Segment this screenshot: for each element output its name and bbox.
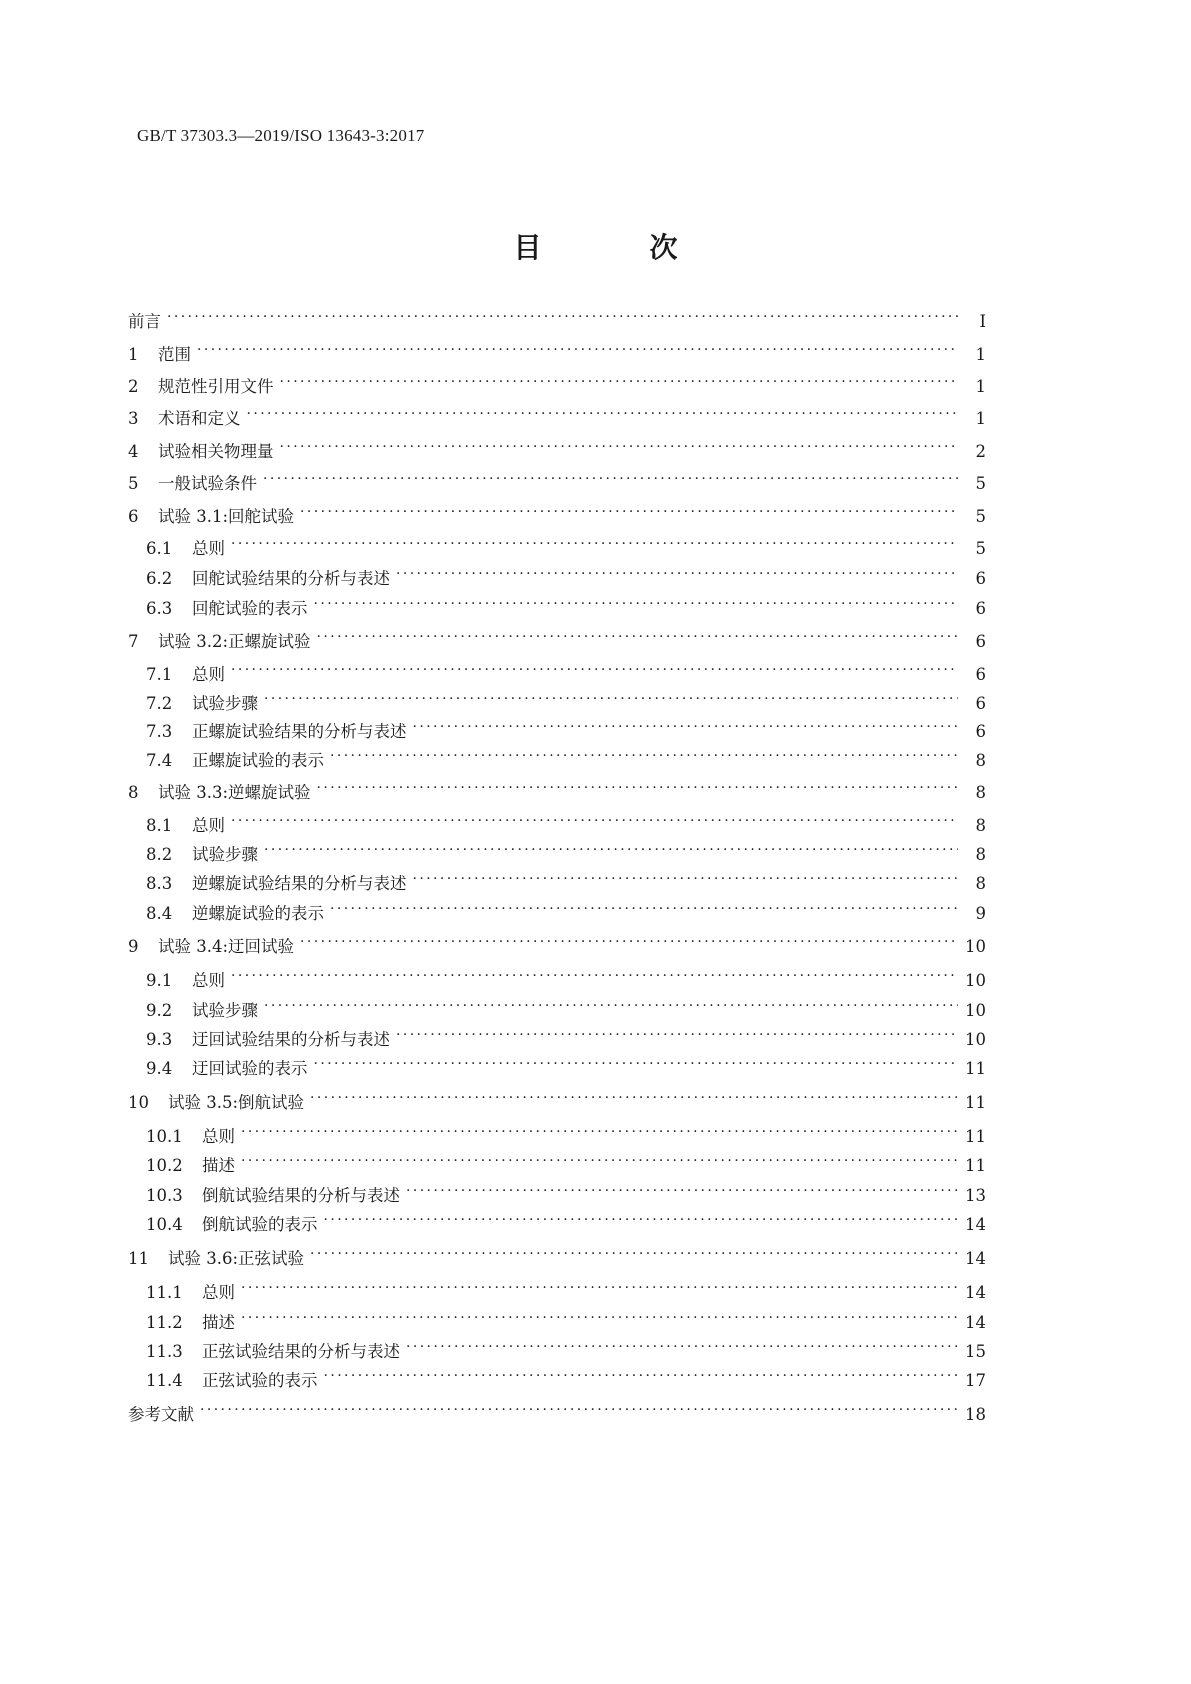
toc-entry-page-number: 1 xyxy=(975,409,986,428)
dot-leader xyxy=(310,1248,958,1265)
toc-entry[interactable] xyxy=(146,1211,986,1237)
toc-entry-page-number: Ⅰ xyxy=(979,312,986,331)
toc-entry[interactable] xyxy=(146,1123,986,1149)
toc-entry-number: 3 xyxy=(128,409,139,428)
toc-entry-number: 6.3 xyxy=(146,599,173,618)
dot-leader xyxy=(413,721,959,738)
toc-entry[interactable] xyxy=(146,535,986,561)
toc-entry-label: 倒航试验的表示 xyxy=(202,1215,318,1234)
toc-entry-page-number: 11 xyxy=(965,1127,986,1146)
toc-entry-label: 正螺旋试验的表示 xyxy=(192,751,324,770)
toc-entry-page-number: 14 xyxy=(965,1313,986,1332)
toc-entry-page-number: 8 xyxy=(975,783,986,802)
toc-entry[interactable] xyxy=(146,1279,986,1305)
toc-entry-label: 迂回试验结果的分析与表述 xyxy=(192,1030,390,1049)
dot-leader xyxy=(200,1404,958,1421)
toc-entry-page-number: 8 xyxy=(975,751,986,770)
toc-entry-page-number: 10 xyxy=(965,971,986,990)
toc-entry-number: 11.4 xyxy=(146,1371,183,1390)
toc-entry-label: 试验步骤 xyxy=(192,845,258,864)
toc-entry-label: 正弦试验的表示 xyxy=(202,1371,318,1390)
toc-entry-page-number: 18 xyxy=(965,1405,986,1424)
toc-entry-number: 7.4 xyxy=(146,751,173,770)
toc-entry-label: 范围 xyxy=(158,345,191,364)
toc-entry-number: 7.1 xyxy=(146,665,173,684)
page-title: 目 次 xyxy=(513,231,718,264)
toc-entry-label: 正螺旋试验结果的分析与表述 xyxy=(192,722,407,741)
toc-entry-label: 试验步骤 xyxy=(192,1001,258,1020)
dot-leader xyxy=(314,1058,959,1075)
toc-entry-label: 试验 3.2:正螺旋试验 xyxy=(158,632,311,651)
toc-entry-page-number: 5 xyxy=(975,474,986,493)
toc-entry-label: 正弦试验结果的分析与表述 xyxy=(202,1342,400,1361)
toc-entry-page-number: 10 xyxy=(965,1001,986,1020)
dot-leader xyxy=(280,441,959,458)
toc-entry[interactable] xyxy=(128,470,986,496)
toc-entry-page-number: 11 xyxy=(965,1156,986,1175)
toc-entry-number: 6.1 xyxy=(146,539,173,558)
dot-leader xyxy=(324,1370,959,1387)
toc-entry-label: 试验相关物理量 xyxy=(158,442,274,461)
toc-entry-number: 9.2 xyxy=(146,1001,173,1020)
toc-entry[interactable] xyxy=(128,1401,986,1427)
toc-entry-page-number: 17 xyxy=(965,1371,986,1390)
toc-entry-page-number: 8 xyxy=(975,874,986,893)
toc-entry-label: 试验 3.5:倒航试验 xyxy=(168,1093,305,1112)
toc-entry-page-number: 8 xyxy=(975,845,986,864)
dot-leader xyxy=(231,664,958,681)
toc-entry-number: 6 xyxy=(128,507,139,526)
toc-entry[interactable] xyxy=(146,900,986,926)
toc-entry-label: 总则 xyxy=(192,539,225,558)
dot-leader xyxy=(396,568,958,585)
toc-entry-label: 描述 xyxy=(202,1156,235,1175)
toc-entry-label: 术语和定义 xyxy=(158,409,241,428)
toc-entry-page-number: 13 xyxy=(965,1186,986,1205)
toc-entry-label: 描述 xyxy=(202,1313,235,1332)
toc-entry-number: 11.1 xyxy=(146,1283,183,1302)
dot-leader xyxy=(264,1000,958,1017)
toc-entry-label: 前言 xyxy=(128,312,161,331)
toc-entry-number: 9.3 xyxy=(146,1030,173,1049)
toc-entry-label: 参考文献 xyxy=(128,1405,194,1424)
dot-leader xyxy=(231,815,958,832)
toc-entry-page-number: 8 xyxy=(975,816,986,835)
toc-entry-page-number: 11 xyxy=(965,1093,986,1112)
toc-entry-page-number: 1 xyxy=(975,345,986,364)
toc-entry-number: 5 xyxy=(128,474,139,493)
toc-entry[interactable] xyxy=(128,1245,986,1271)
toc-entry-page-number: 6 xyxy=(975,665,986,684)
toc-entry-label: 试验 3.3:逆螺旋试验 xyxy=(158,783,311,802)
dot-leader xyxy=(314,598,959,615)
toc-entry[interactable] xyxy=(146,841,986,867)
toc-entry[interactable] xyxy=(128,628,986,654)
dot-leader xyxy=(231,538,958,555)
toc-entry-label: 迂回试验的表示 xyxy=(192,1059,308,1078)
dot-leader xyxy=(406,1341,958,1358)
dot-leader xyxy=(324,1214,959,1231)
toc-entry[interactable] xyxy=(146,565,986,591)
dot-leader xyxy=(330,750,958,767)
toc-entry[interactable] xyxy=(128,779,986,805)
toc-entry-page-number: 1 xyxy=(975,377,986,396)
dot-leader xyxy=(300,506,958,523)
toc-entry-page-number: 10 xyxy=(965,1030,986,1049)
toc-entry[interactable] xyxy=(146,1152,986,1178)
toc-entry-number: 10.2 xyxy=(146,1156,183,1175)
dot-leader xyxy=(310,1092,958,1109)
toc-entry-label: 回舵试验结果的分析与表述 xyxy=(192,569,390,588)
toc-entry[interactable] xyxy=(146,967,986,993)
toc-entry[interactable] xyxy=(146,747,986,773)
toc-entry-page-number: 14 xyxy=(965,1283,986,1302)
dot-leader xyxy=(396,1029,958,1046)
toc-entry-number: 1 xyxy=(128,345,139,364)
toc-entry-page-number: 6 xyxy=(975,694,986,713)
dot-leader xyxy=(406,1185,958,1202)
toc-entry-number: 10 xyxy=(128,1093,149,1112)
toc-entry[interactable] xyxy=(146,690,986,716)
toc-entry-page-number: 14 xyxy=(965,1215,986,1234)
dot-leader xyxy=(241,1312,958,1329)
toc-entry-label: 总则 xyxy=(202,1283,235,1302)
toc-entry-number: 8.4 xyxy=(146,904,173,923)
toc-entry-label: 倒航试验结果的分析与表述 xyxy=(202,1186,400,1205)
toc-entry[interactable] xyxy=(146,1055,986,1081)
toc-entry[interactable] xyxy=(128,373,986,399)
toc-entry[interactable] xyxy=(128,503,986,529)
toc-entry-page-number: 5 xyxy=(975,507,986,526)
toc-entry-number: 10.3 xyxy=(146,1186,183,1205)
toc-entry[interactable] xyxy=(128,1089,986,1115)
toc-entry-number: 8.3 xyxy=(146,874,173,893)
toc-entry-label: 总则 xyxy=(202,1127,235,1146)
toc-entry-number: 4 xyxy=(128,442,139,461)
dot-leader xyxy=(413,873,959,890)
dot-leader xyxy=(241,1282,958,1299)
toc-entry-label: 回舵试验的表示 xyxy=(192,599,308,618)
toc-entry[interactable] xyxy=(146,718,986,744)
dot-leader xyxy=(247,408,959,425)
toc-entry-page-number: 11 xyxy=(965,1059,986,1078)
toc-entry-page-number: 2 xyxy=(975,442,986,461)
dot-leader xyxy=(241,1126,958,1143)
toc-entry-number: 8 xyxy=(128,783,139,802)
dot-leader xyxy=(280,376,959,393)
toc-entry-number: 10.4 xyxy=(146,1215,183,1234)
toc-entry[interactable] xyxy=(146,997,986,1023)
toc-entry-label: 试验 3.4:迂回试验 xyxy=(158,937,295,956)
dot-leader xyxy=(241,1155,958,1172)
toc-entry[interactable] xyxy=(146,1182,986,1208)
toc-entry-number: 10.1 xyxy=(146,1127,183,1146)
dot-leader xyxy=(300,936,958,953)
toc-entry-number: 9.1 xyxy=(146,971,173,990)
toc-entry-number: 6.2 xyxy=(146,569,173,588)
toc-entry[interactable] xyxy=(146,595,986,621)
toc-entry-number: 11.2 xyxy=(146,1313,183,1332)
toc-entry-page-number: 6 xyxy=(975,569,986,588)
toc-entry[interactable] xyxy=(128,308,986,334)
toc-entry-page-number: 5 xyxy=(975,539,986,558)
toc-entry-number: 8.1 xyxy=(146,816,173,835)
toc-entry[interactable] xyxy=(146,870,986,896)
dot-leader xyxy=(317,631,958,648)
dot-leader xyxy=(197,344,958,361)
toc-entry[interactable] xyxy=(146,1367,986,1393)
toc-entry-number: 11.3 xyxy=(146,1342,183,1361)
dot-leader xyxy=(264,693,958,710)
toc-entry[interactable] xyxy=(146,661,986,687)
toc-entry-number: 7 xyxy=(128,632,139,651)
dot-leader xyxy=(330,903,958,920)
toc-entry[interactable] xyxy=(128,933,986,959)
toc-entry-label: 试验 3.6:正弦试验 xyxy=(168,1249,305,1268)
toc-entry-label: 试验步骤 xyxy=(192,694,258,713)
toc-entry-number: 7.2 xyxy=(146,694,173,713)
toc-entry-page-number: 15 xyxy=(965,1342,986,1361)
toc-entry-number: 9 xyxy=(128,937,139,956)
toc-entry-page-number: 6 xyxy=(975,632,986,651)
toc-entry-number: 7.3 xyxy=(146,722,173,741)
toc-entry[interactable] xyxy=(128,405,986,431)
toc-entry-number: 2 xyxy=(128,377,139,396)
toc-entry-label: 逆螺旋试验的表示 xyxy=(192,904,324,923)
standard-code: GB/T 37303.3—2019/ISO 13643-3:2017 xyxy=(137,126,425,145)
toc-entry-page-number: 10 xyxy=(965,937,986,956)
toc-entry-label: 一般试验条件 xyxy=(158,474,257,493)
toc-entry-page-number: 6 xyxy=(975,722,986,741)
toc-entry[interactable] xyxy=(128,341,986,367)
toc-entry-page-number: 9 xyxy=(975,904,986,923)
dot-leader xyxy=(167,311,958,328)
toc-entry[interactable] xyxy=(146,1309,986,1335)
toc-entry-number: 11 xyxy=(128,1249,149,1268)
toc-entry[interactable] xyxy=(146,812,986,838)
toc-entry-label: 总则 xyxy=(192,665,225,684)
toc-entry-page-number: 14 xyxy=(965,1249,986,1268)
toc-entry[interactable] xyxy=(146,1026,986,1052)
toc-entry-label: 规范性引用文件 xyxy=(158,377,274,396)
dot-leader xyxy=(317,782,958,799)
toc-entry-number: 9.4 xyxy=(146,1059,173,1078)
toc-entry-label: 总则 xyxy=(192,971,225,990)
dot-leader xyxy=(263,473,958,490)
toc-entry-label: 总则 xyxy=(192,816,225,835)
toc-entry[interactable] xyxy=(128,438,986,464)
toc-entry-label: 逆螺旋试验结果的分析与表述 xyxy=(192,874,407,893)
toc-entry[interactable] xyxy=(146,1338,986,1364)
toc-entry-number: 8.2 xyxy=(146,845,173,864)
dot-leader xyxy=(231,970,958,987)
dot-leader xyxy=(264,844,958,861)
toc-entry-page-number: 6 xyxy=(975,599,986,618)
toc-entry-label: 试验 3.1:回舵试验 xyxy=(158,507,295,526)
